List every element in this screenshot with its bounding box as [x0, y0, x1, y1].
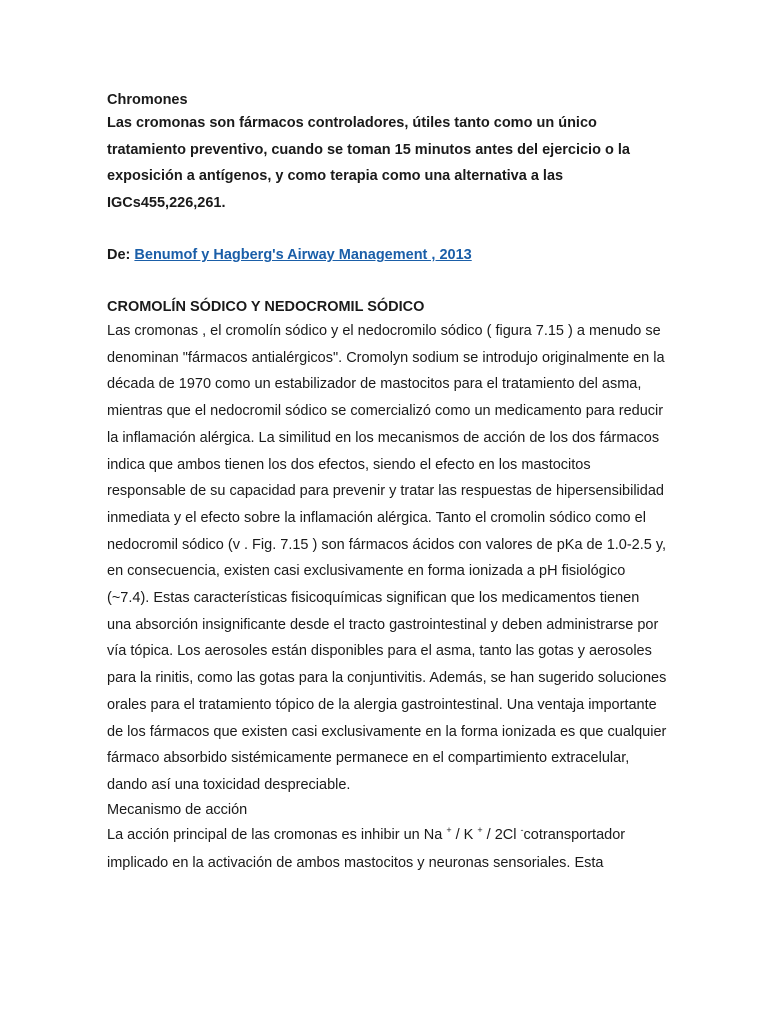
source-label: De: — [107, 247, 131, 263]
mechanism-text-1: La acción principal de las cromonas es inhibir un Na — [107, 826, 443, 843]
mechanism-text-4: cotransportador implicado en la activación de ambos mastocitos y neuronas sensoriales. Esta — [107, 826, 626, 871]
mechanism-paragraph — [107, 821, 667, 877]
mechanism-sup-2: + — [477, 824, 483, 835]
section-paragraph: Las cromonas , el cromolín sódico y el nedocromilo sódico ( figura 7.15 ) a menudo se denominan "fármacos antialérgicos". Cromolyn sodium se introdujo originalmente en la década de 1970 como un estabilizador de mastocitos para el tratamiento del asma, mientras que el nedocromil sódico se comercializó como un medicamento para reducir la inflamación alérgica. La similitud en los mecanismos de acción de los dos fármacos indica que ambos tienen los dos efectos, siendo el efecto en los mastocitos responsable de su capacidad para prevenir y tratar las respuestas de hipersensibilidad inmediata y el efecto sobre la inflamación alérgica. Tanto el cromolin sódico como el nedocromil sódico (v . Fig. 7.15 ) son fármacos ácidos con valores de pKa de 1.0-2.5 y, en consecuencia, existen casi exclusivamente en forma ionizada a pH fisiológico (~7.4). Estas características fisicoquímicas significan que los medicamentos tienen una absorción insignificante desde el tracto gastrointestinal y deben administrarse por vía tópica. Los aerosoles están disponibles para el asma, tanto las gotas y aerosoles para la rinitis, como las gotas para la conjuntivitis. Además, se han sugerido soluciones orales para el tratamiento tópico de la alergia gastrointestinal. Una ventaja importante de los fármacos que existen casi exclusivamente en la forma ionizada es que cualquier fármaco absorbido sistémicamente permanece en el compartimiento extracelular, dando así una toxicidad despreciable. — [107, 323, 667, 793]
mechanism-sup-3: - — [520, 824, 524, 835]
mechanism-text-3: / 2Cl — [482, 826, 517, 843]
intro-paragraph: Las cromonas son fármacos controladores, útiles tanto como un único tratamiento preventivo, cuando se toman 15 minutos antes del ejercicio o la exposición a antígenos, y como terapia como una alternativa a las IGCs455,226,261. — [107, 115, 630, 211]
source-line — [107, 242, 728, 268]
intro-title: Chromones — [107, 92, 188, 108]
mechanism-sup-1: + — [446, 824, 452, 835]
section-title: CROMOLÍN SÓDICO Y NEDOCROMIL SÓDICO — [107, 299, 425, 315]
mechanism-text-2: / K — [451, 826, 474, 843]
mechanism-title: Mecanismo de acción — [107, 801, 248, 818]
source-link[interactable]: Benumof y Hagberg's Airway Management , 2013 — [134, 247, 472, 263]
